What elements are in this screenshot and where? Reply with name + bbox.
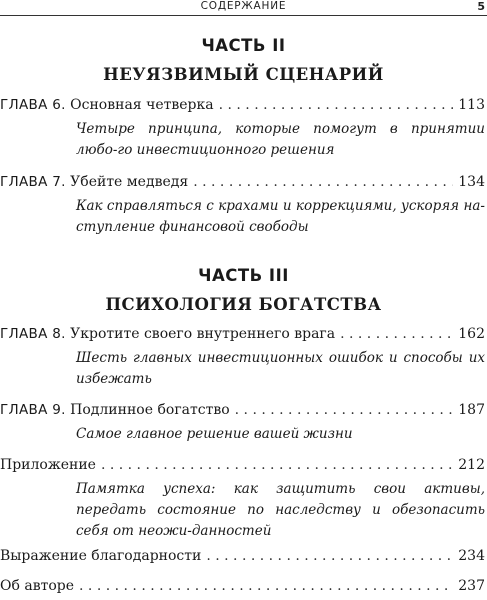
toc-entry-label <box>0 174 188 190</box>
chapter-title: Укротите своего внутреннего врага <box>65 326 336 342</box>
chapter-description: Шесть главных инвестиционных ошибок и способы их избежать <box>76 350 485 387</box>
chapter-title: Основная четверка <box>65 97 214 113</box>
toc-page-number: 187 <box>458 402 485 418</box>
dot-leader <box>193 174 453 190</box>
dot-leader <box>206 548 453 564</box>
toc-entry-label: Приложение <box>0 457 96 473</box>
running-header <box>0 0 487 16</box>
chapter-description: Самое главное решение вашей жизни <box>76 426 353 442</box>
toc-page-number: 234 <box>458 548 485 564</box>
chapter-prefix: ГЛАВА 9. <box>0 402 66 418</box>
toc-entry-label <box>0 97 214 113</box>
header-rule <box>0 15 487 16</box>
part-number: ЧАСТЬ II <box>201 36 286 55</box>
toc-page-number: 212 <box>458 457 485 473</box>
chapter-description: Памятка успеха: как защитить свои активы, передать состояние по наследству и обезопасить себя от неожи-данностей <box>76 481 485 539</box>
part-name: НЕУЯЗВИМЫЙ СЦЕНАРИЙ <box>103 65 384 84</box>
dot-leader <box>340 326 453 342</box>
toc-entry-label: Выражение благодарности <box>0 548 202 564</box>
chapter-prefix: ГЛАВА 7. <box>0 174 66 190</box>
toc-entry-label <box>0 326 335 342</box>
toc-page-number: 113 <box>458 97 485 113</box>
toc-page-number: 162 <box>458 326 485 342</box>
dot-leader <box>219 97 454 113</box>
toc-entry-chapter-9[interactable] <box>0 402 485 445</box>
toc-entry-about-author[interactable] <box>0 578 485 598</box>
chapter-title: Подлинное богатство <box>65 402 230 418</box>
dot-leader <box>79 578 453 594</box>
part-heading-2 <box>0 36 487 84</box>
toc-entry-acknowledgements[interactable] <box>0 548 485 568</box>
running-title: СОДЕРЖАНИЕ <box>200 0 287 12</box>
dot-leader <box>101 457 453 473</box>
part-heading-3 <box>0 266 487 314</box>
toc-entry-chapter-8[interactable] <box>0 326 485 390</box>
chapter-prefix: ГЛАВА 8. <box>0 326 66 342</box>
toc-page-number: 237 <box>458 578 485 594</box>
toc-entry-label <box>0 402 230 418</box>
dot-leader <box>235 402 454 418</box>
part-number: ЧАСТЬ III <box>198 266 289 285</box>
chapter-prefix: ГЛАВА 6. <box>0 97 66 113</box>
chapter-description: Как справляться с крахами и коррекциями, ускоряя на-ступление финансовой свободы <box>76 198 485 235</box>
page-number: 5 <box>477 0 485 13</box>
toc-entry-appendix[interactable] <box>0 457 485 542</box>
toc-entry-chapter-6[interactable] <box>0 97 485 161</box>
chapter-description: Четыре принципа, которые помогут в принятии любо-го инвестиционного решения <box>76 121 485 158</box>
toc-entry-label: Об авторе <box>0 578 75 594</box>
chapter-title: Убейте медведя <box>65 174 189 190</box>
toc-entry-chapter-7[interactable] <box>0 174 485 238</box>
toc-page-number: 134 <box>458 174 485 190</box>
part-name: ПСИХОЛОГИЯ БОГАТСТВА <box>105 295 382 314</box>
